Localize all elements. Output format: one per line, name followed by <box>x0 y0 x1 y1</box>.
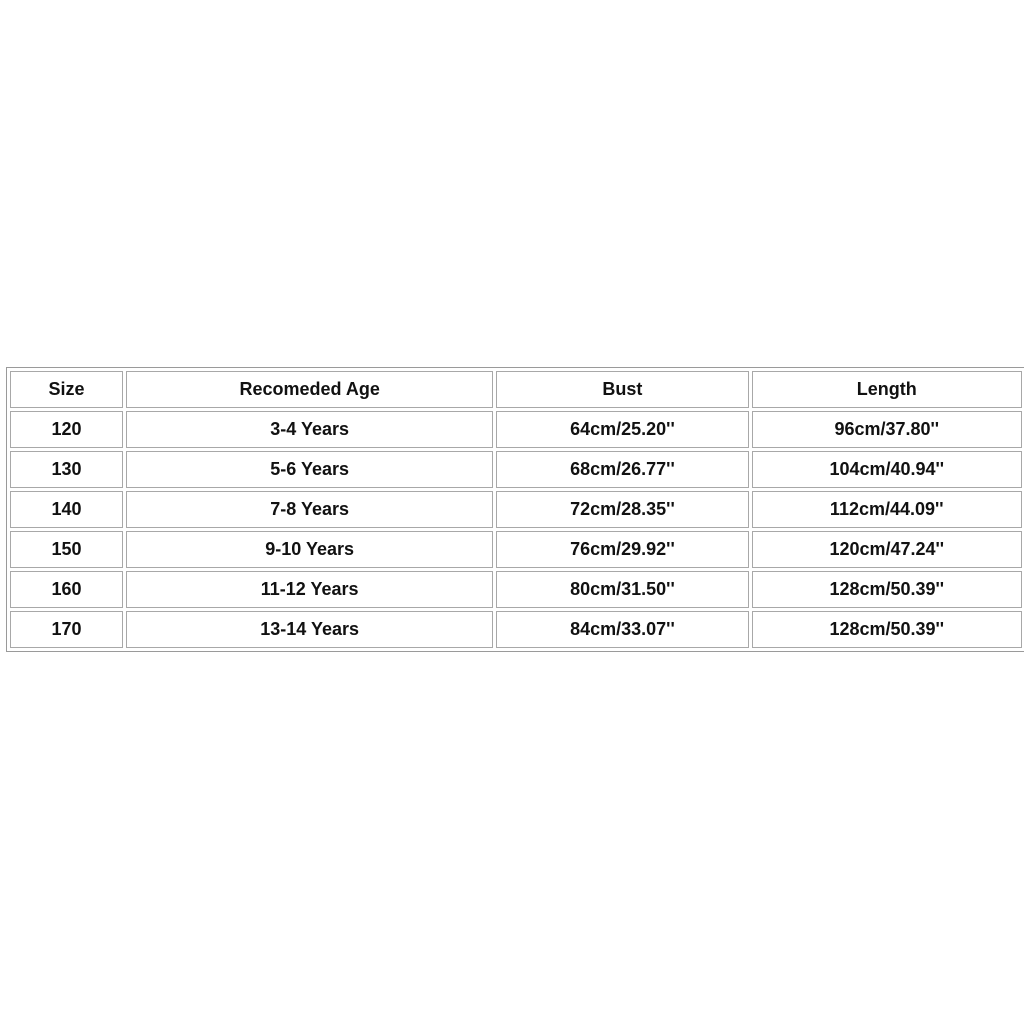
cell-bust: 64cm/25.20'' <box>496 411 748 448</box>
size-chart-table <box>6 367 1024 652</box>
cell-bust: 72cm/28.35'' <box>496 491 748 528</box>
cell-bust: 68cm/26.77'' <box>496 451 748 488</box>
cell-bust: 80cm/31.50'' <box>496 571 748 608</box>
table-row <box>10 411 1022 448</box>
table-row <box>10 451 1022 488</box>
table-row <box>10 491 1022 528</box>
cell-length: 96cm/37.80'' <box>752 411 1022 448</box>
cell-bust: 76cm/29.92'' <box>496 531 748 568</box>
cell-length: 128cm/50.39'' <box>752 571 1022 608</box>
cell-age: 11-12 Years <box>126 571 493 608</box>
cell-size: 160 <box>10 571 123 608</box>
table-row <box>10 531 1022 568</box>
cell-size: 120 <box>10 411 123 448</box>
cell-size: 140 <box>10 491 123 528</box>
cell-age: 3-4 Years <box>126 411 493 448</box>
cell-age: 9-10 Years <box>126 531 493 568</box>
table-row <box>10 611 1022 648</box>
cell-bust: 84cm/33.07'' <box>496 611 748 648</box>
cell-size: 130 <box>10 451 123 488</box>
table-row <box>10 571 1022 608</box>
table-header-row <box>10 371 1022 408</box>
header-recommended-age: Recomeded Age <box>126 371 493 408</box>
header-length: Length <box>752 371 1022 408</box>
header-bust: Bust <box>496 371 748 408</box>
cell-age: 7-8 Years <box>126 491 493 528</box>
cell-size: 150 <box>10 531 123 568</box>
cell-length: 128cm/50.39'' <box>752 611 1022 648</box>
cell-length: 120cm/47.24'' <box>752 531 1022 568</box>
cell-age: 5-6 Years <box>126 451 493 488</box>
cell-size: 170 <box>10 611 123 648</box>
header-size: Size <box>10 371 123 408</box>
cell-length: 112cm/44.09'' <box>752 491 1022 528</box>
cell-length: 104cm/40.94'' <box>752 451 1022 488</box>
cell-age: 13-14 Years <box>126 611 493 648</box>
